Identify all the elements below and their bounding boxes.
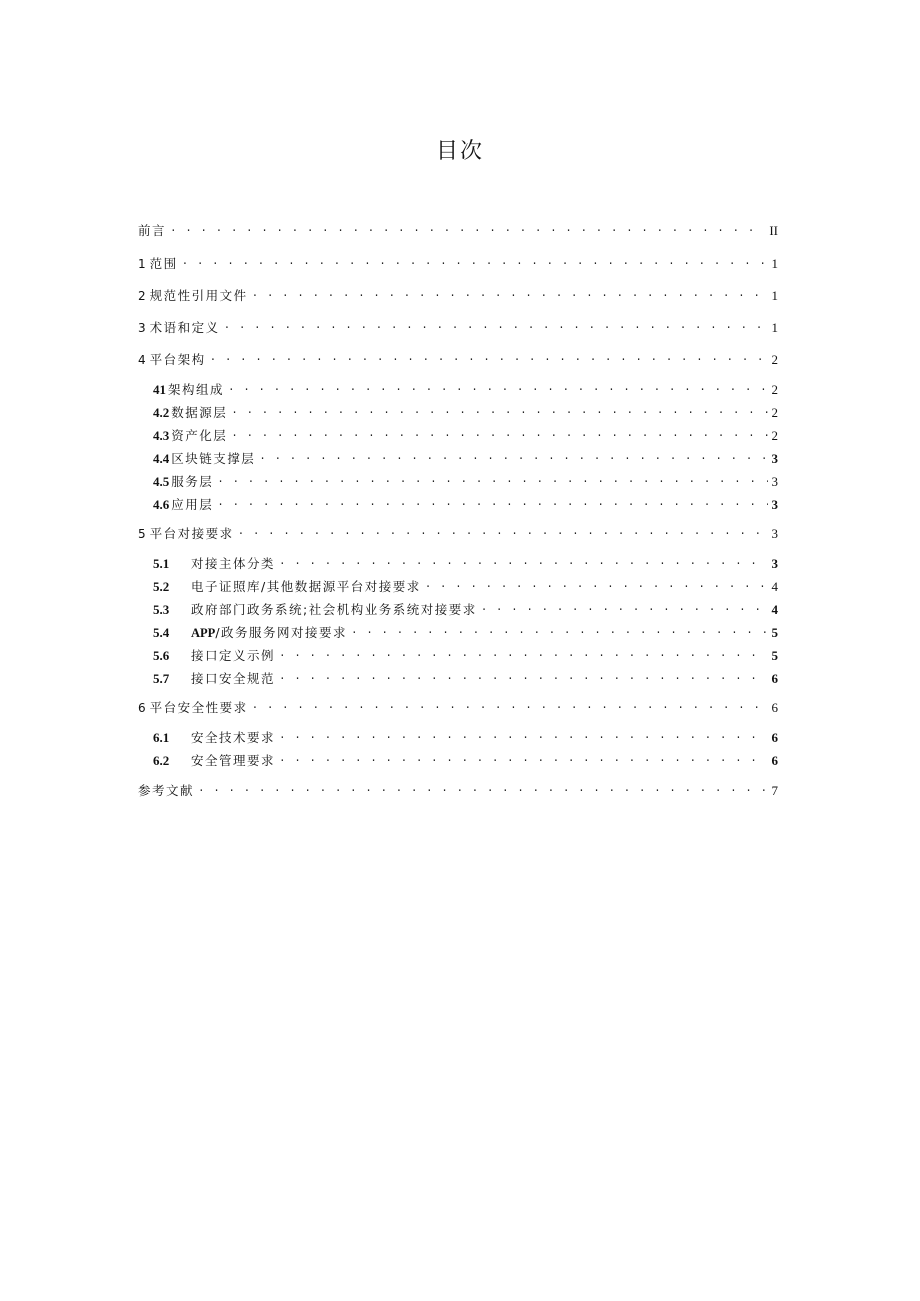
toc-leader-dots: [224, 317, 768, 335]
toc-entry-number: 4.6: [153, 497, 170, 512]
toc-entry-5-7[interactable]: [153, 670, 778, 688]
toc-leader-dots: [252, 285, 768, 303]
toc-entry-4-4[interactable]: [153, 450, 778, 468]
toc-leader-dots: [252, 697, 768, 715]
toc-entry-number: 1: [138, 257, 146, 271]
toc-page-number: 6: [771, 753, 778, 768]
toc-page-number: II: [769, 223, 778, 238]
toc-leader-dots: [279, 750, 767, 768]
toc-entry-4-3[interactable]: [153, 427, 778, 445]
toc-entry-number: 4.5: [153, 474, 170, 489]
toc-entry-label: 架构组成: [168, 382, 225, 397]
toc-leader-dots: [481, 599, 768, 617]
toc-page-number: 3: [771, 526, 778, 541]
toc-entry-label: 政府部门政务系统;社会机构业务系统对接要求: [191, 602, 477, 617]
toc-page-number: 2: [771, 428, 778, 443]
toc-entry-label: 平台安全性要求: [149, 700, 248, 715]
toc-entry-6-1[interactable]: [153, 729, 778, 747]
toc-entry-number: 5.1: [153, 556, 170, 571]
toc-leader-dots: [425, 576, 768, 594]
page-title: 目次: [435, 139, 484, 164]
toc-leader-dots: [231, 402, 767, 420]
toc-entry-number: 5.6: [153, 648, 170, 663]
toc-page-number: 6: [771, 671, 778, 686]
toc-leader-dots: [279, 668, 767, 686]
toc-entry-6-2[interactable]: [153, 752, 778, 770]
toc-leader-dots: [217, 494, 767, 512]
toc-entry-4-1[interactable]: [153, 381, 778, 399]
toc-entry-label: 参考文献: [138, 783, 195, 798]
toc-entry-label: 对接主体分类: [191, 556, 276, 571]
toc-entry-label: 资产化层: [171, 428, 228, 443]
toc-entry-5-1[interactable]: [153, 555, 778, 573]
toc-entry-label: 应用层: [171, 497, 214, 512]
toc-entry-number: 4: [138, 353, 146, 367]
toc-page-number: 1: [771, 288, 778, 303]
toc-entry-label: [191, 624, 347, 642]
toc-leader-dots: [231, 425, 767, 443]
toc-leader-dots: [279, 553, 767, 571]
toc-entry-5-3[interactable]: [153, 601, 778, 619]
toc-entry-number: 6.2: [153, 753, 170, 768]
toc-page-number: 2: [771, 352, 778, 367]
toc-entry-label: 电子证照库/其他数据源平台对接要求: [191, 579, 421, 594]
toc-entry-number: 4.3: [153, 428, 170, 443]
toc-entry-number: 3: [138, 321, 146, 335]
toc-entry-label: 安全技术要求: [191, 730, 276, 745]
toc-entry-number: 4.2: [153, 405, 170, 420]
toc-leader-dots: [210, 349, 768, 367]
toc-entry-label: 规范性引用文件: [149, 288, 248, 303]
toc-entry-number: 5.3: [153, 602, 170, 617]
toc-entry-5-4[interactable]: [153, 624, 778, 642]
toc-leader-dots: [170, 220, 765, 238]
toc-entry-number: 6.1: [153, 730, 170, 745]
toc-entry-platform-security[interactable]: [138, 699, 778, 717]
toc-entry-number: 5.4: [153, 625, 170, 640]
toc-leader-dots: [198, 780, 767, 798]
toc-page-number: 4: [771, 579, 778, 594]
toc-page-number: 6: [771, 730, 778, 745]
toc-leader-dots: [279, 645, 767, 663]
toc-entry-label: 服务层: [171, 474, 214, 489]
toc-page-number: 2: [771, 405, 778, 420]
toc-entry-4-6[interactable]: [153, 496, 778, 514]
toc-entry-bibliography[interactable]: [138, 782, 778, 800]
toc-page-number: 3: [771, 556, 778, 571]
toc-leader-dots: [228, 379, 767, 397]
toc-leader-dots: [351, 622, 767, 640]
toc-entry-label: 平台架构: [149, 352, 206, 367]
toc-leader-dots: [182, 253, 768, 271]
toc-entry-scope[interactable]: [138, 255, 778, 273]
toc-page-number: 5: [771, 648, 778, 663]
toc-leader-dots: [238, 523, 768, 541]
toc-entry-label: 接口安全规范: [191, 671, 276, 686]
toc-leader-dots: [217, 471, 767, 489]
toc-page-number: 7: [771, 783, 778, 798]
toc-page-number: 3: [771, 451, 778, 466]
toc-page-number: 2: [771, 382, 778, 397]
toc-leader-dots: [259, 448, 767, 466]
toc-entry-5-2[interactable]: [153, 578, 778, 596]
toc-entry-number: 5: [138, 527, 146, 541]
toc-entry-number: 4.4: [153, 451, 170, 466]
toc-entry-label: 安全管理要求: [191, 753, 276, 768]
toc-entry-terms-definitions[interactable]: [138, 319, 778, 337]
toc-entry-5-6[interactable]: [153, 647, 778, 665]
toc-entry-number: 41: [153, 382, 166, 397]
toc-entry-label: 范围: [149, 256, 178, 271]
toc-entry-label: 数据源层: [171, 405, 228, 420]
toc-page-number: 5: [771, 625, 778, 640]
toc-entry-4-5[interactable]: [153, 473, 778, 491]
toc-entry-label-cn: /政务服务网对接要求: [215, 625, 348, 640]
toc-page-number: 1: [771, 320, 778, 335]
toc-page-number: 3: [771, 474, 778, 489]
toc-entry-number: 5.7: [153, 671, 170, 686]
toc-entry-number: 2: [138, 289, 146, 303]
toc-leader-dots: [279, 727, 767, 745]
toc-entry-platform-integration[interactable]: [138, 525, 778, 543]
toc-entry-label: 术语和定义: [149, 320, 220, 335]
toc-page-number: 1: [771, 256, 778, 271]
toc-entry-normative-references[interactable]: [138, 287, 778, 305]
toc-entry-number: 6: [138, 701, 146, 715]
toc-entry-label: 平台对接要求: [149, 526, 234, 541]
toc-entry-label: 区块链支撑层: [171, 451, 256, 466]
toc-entry-platform-architecture[interactable]: [138, 351, 778, 369]
toc-entry-4-2[interactable]: [153, 404, 778, 422]
toc-page-number: 3: [771, 497, 778, 512]
toc-page-number: 4: [771, 602, 778, 617]
toc-entry-number: 5.2: [153, 579, 170, 594]
toc-entry-foreword[interactable]: [138, 222, 778, 240]
toc-entry-label-en: APP: [191, 626, 216, 640]
toc-entry-label: 接口定义示例: [191, 648, 276, 663]
toc-page-number: 6: [771, 700, 778, 715]
toc-entry-label: 前言: [138, 223, 167, 238]
